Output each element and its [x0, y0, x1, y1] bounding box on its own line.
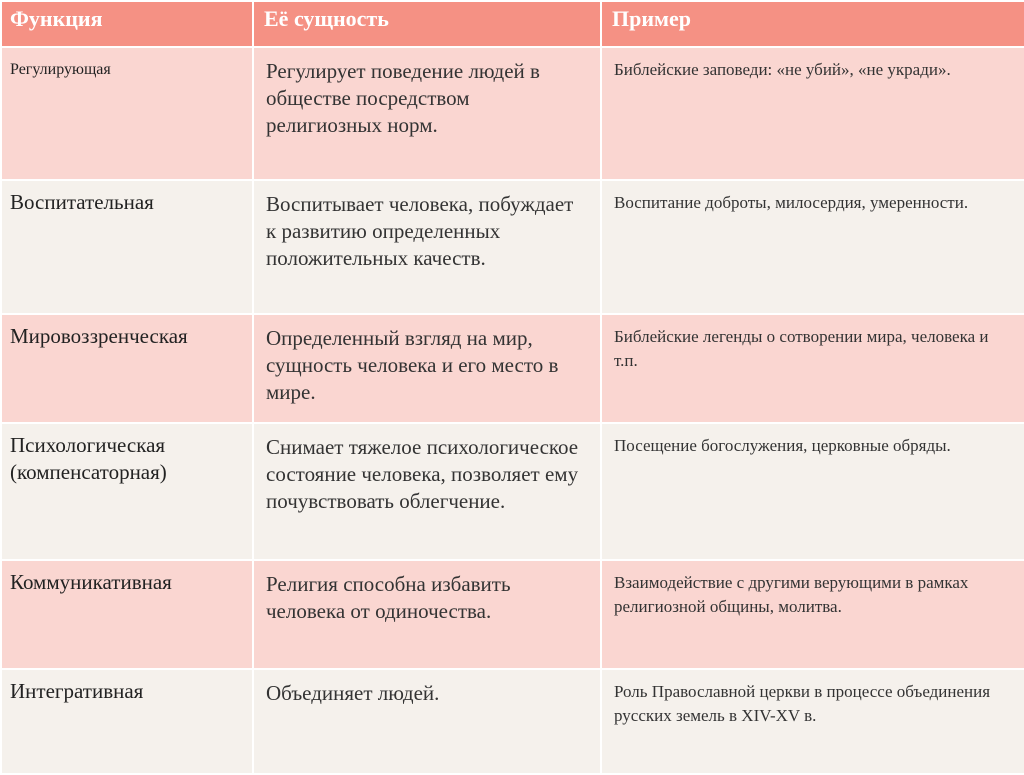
function-cell: Коммуникативная — [1, 560, 253, 669]
function-cell: Интегративная — [1, 669, 253, 774]
table-row — [1, 47, 1024, 180]
table-row — [1, 669, 1024, 774]
essence-cell: Определенный взгляд на мир, сущность человека и его место в мире. — [253, 314, 601, 423]
table-row — [1, 423, 1024, 560]
essence-cell: Регулирует поведение людей в обществе посредством религиозных норм. — [253, 47, 601, 180]
table-row — [1, 314, 1024, 423]
function-cell: Регулирующая — [1, 47, 253, 180]
essence-cell: Объединяет людей. — [253, 669, 601, 774]
example-cell: Взаимодействие с другими верующими в рамках религиозной общины, молитва. — [601, 560, 1024, 669]
header-function: Функция — [1, 1, 253, 47]
essence-cell: Религия способна избавить человека от одиночества. — [253, 560, 601, 669]
example-cell: Посещение богослужения, церковные обряды. — [601, 423, 1024, 560]
example-cell: Роль Православной церкви в процессе объединения русских земель в XIV-XV в. — [601, 669, 1024, 774]
essence-cell: Снимает тяжелое психологическое состояние человека, позволяет ему почувствовать облегчение. — [253, 423, 601, 560]
header-row — [1, 1, 1024, 47]
table-header — [1, 1, 1024, 47]
table-row — [1, 560, 1024, 669]
function-cell: Мировоззренческая — [1, 314, 253, 423]
example-cell: Библейские заповеди: «не убий», «не укради». — [601, 47, 1024, 180]
table-body — [1, 47, 1024, 774]
function-cell: Психологическая (компенсаторная) — [1, 423, 253, 560]
header-example: Пример — [601, 1, 1024, 47]
header-essence: Её сущность — [253, 1, 601, 47]
essence-cell: Воспитывает человека, побуждает к развитию определенных положительных качеств. — [253, 180, 601, 314]
table-row — [1, 180, 1024, 314]
example-cell: Библейские легенды о сотворении мира, человека и т.п. — [601, 314, 1024, 423]
function-cell: Воспитательная — [1, 180, 253, 314]
example-cell: Воспитание доброты, милосердия, умеренности. — [601, 180, 1024, 314]
